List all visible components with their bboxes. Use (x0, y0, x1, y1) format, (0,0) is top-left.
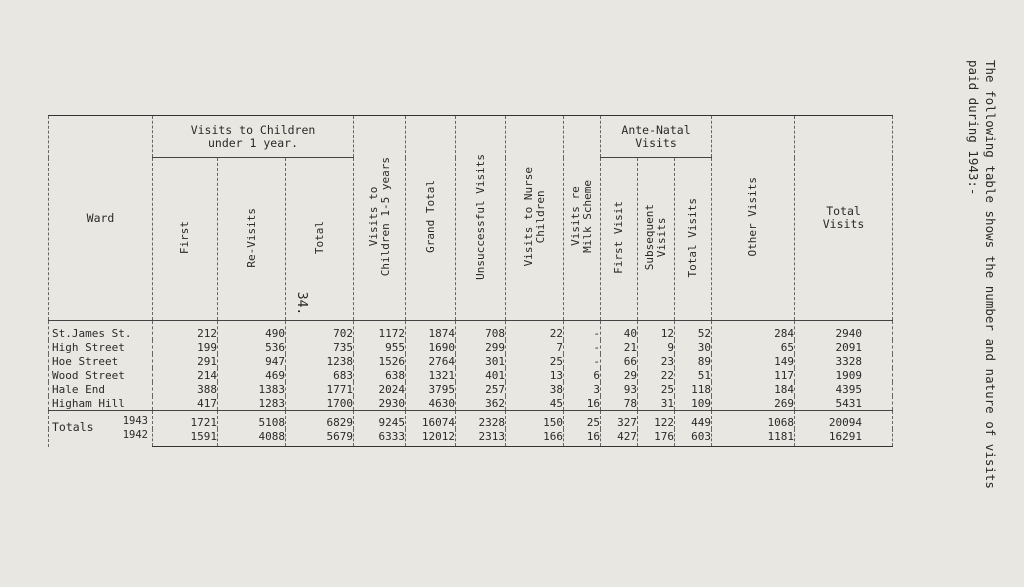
milk-cell: 16 (564, 396, 601, 411)
totals-label: Totals (52, 420, 94, 434)
header-revisits: Re-Visits (218, 158, 286, 321)
total-visits-cell: 3328 (795, 354, 893, 368)
header-group-children: Visits to Children under 1 year. (153, 116, 354, 158)
nurse-cell: 150 (506, 411, 564, 430)
children-1-5-cell: 9245 (354, 411, 406, 430)
header-an-first: First Visit (601, 158, 638, 321)
first-cell: 1721 (153, 411, 218, 430)
an-total-cell: 51 (675, 368, 712, 382)
first-cell: 199 (153, 340, 218, 354)
total-visits-cell: 2091 (795, 340, 893, 354)
an-subsequent-cell: 12 (638, 321, 675, 341)
revisits-cell: 4088 (218, 429, 286, 447)
heading-text (965, 60, 999, 560)
an-first-cell: 29 (601, 368, 638, 382)
table-row (49, 354, 893, 368)
an-first-cell: 93 (601, 382, 638, 396)
table-row (49, 321, 893, 341)
header-children-1-5: Visits to Children 1-5 years (354, 116, 406, 321)
ward-cell: Wood Street (49, 368, 153, 382)
other-cell: 149 (712, 354, 795, 368)
first-cell: 212 (153, 321, 218, 341)
nurse-cell: 7 (506, 340, 564, 354)
an-first-cell: 78 (601, 396, 638, 411)
revisits-cell: 469 (218, 368, 286, 382)
milk-cell: - (564, 340, 601, 354)
first-cell: 291 (153, 354, 218, 368)
an-subsequent-cell: 31 (638, 396, 675, 411)
visits-table (48, 115, 893, 447)
revisits-cell: 947 (218, 354, 286, 368)
revisits-cell: 1283 (218, 396, 286, 411)
an-total-cell: 603 (675, 429, 712, 447)
children-1-5-cell: 2930 (354, 396, 406, 411)
an-first-cell: 327 (601, 411, 638, 430)
unsuccessful-cell: 301 (456, 354, 506, 368)
an-first-cell: 66 (601, 354, 638, 368)
total-cell: 1771 (286, 382, 354, 396)
heading-line-2: paid during 1943:- (966, 60, 981, 196)
total-cell: 683 (286, 368, 354, 382)
milk-cell: 25 (564, 411, 601, 430)
unsuccessful-cell: 401 (456, 368, 506, 382)
an-total-cell: 109 (675, 396, 712, 411)
header-nurse-children: Visits to Nurse Children (506, 116, 564, 321)
total-visits-cell: 2940 (795, 321, 893, 341)
first-cell: 214 (153, 368, 218, 382)
an-subsequent-cell: 9 (638, 340, 675, 354)
header-total: Total (286, 158, 354, 321)
ward-cell: St.James St. (49, 321, 153, 341)
an-total-cell: 449 (675, 411, 712, 430)
ward-cell: High Street (49, 340, 153, 354)
an-total-cell: 118 (675, 382, 712, 396)
header-other-visits: Other Visits (712, 116, 795, 321)
total-visits-cell: 1909 (795, 368, 893, 382)
totals-year: 1943 (122, 415, 148, 427)
nurse-cell: 45 (506, 396, 564, 411)
unsuccessful-cell: 362 (456, 396, 506, 411)
heading-block (947, 60, 999, 560)
totals-row (49, 411, 893, 430)
header-ward: Ward (49, 116, 153, 321)
total-cell: 702 (286, 321, 354, 341)
an-first-cell: 21 (601, 340, 638, 354)
revisits-cell: 490 (218, 321, 286, 341)
milk-cell: - (564, 321, 601, 341)
nurse-cell: 166 (506, 429, 564, 447)
table-row (49, 340, 893, 354)
an-subsequent-cell: 22 (638, 368, 675, 382)
milk-cell: - (564, 354, 601, 368)
table-row (49, 396, 893, 411)
header-an-total: Total Visits (675, 158, 712, 321)
an-total-cell: 89 (675, 354, 712, 368)
ward-cell: Hale End (49, 382, 153, 396)
first-cell: 388 (153, 382, 218, 396)
header-grand-total: Grand Total (406, 116, 456, 321)
unsuccessful-cell: 2328 (456, 411, 506, 430)
total-visits-cell: 4395 (795, 382, 893, 396)
page-number: 34. (294, 291, 310, 316)
grand-total-cell: 16074 (406, 411, 456, 430)
ward-cell: Higham Hill (49, 396, 153, 411)
other-cell: 117 (712, 368, 795, 382)
totals-row (49, 429, 893, 447)
an-total-cell: 30 (675, 340, 712, 354)
nurse-cell: 25 (506, 354, 564, 368)
table-row (49, 382, 893, 396)
other-cell: 1181 (712, 429, 795, 447)
an-subsequent-cell: 176 (638, 429, 675, 447)
other-cell: 269 (712, 396, 795, 411)
ward-cell: Hoe Street (49, 354, 153, 368)
milk-cell: 16 (564, 429, 601, 447)
unsuccessful-cell: 257 (456, 382, 506, 396)
unsuccessful-cell: 2313 (456, 429, 506, 447)
grand-total-cell: 12012 (406, 429, 456, 447)
nurse-cell: 22 (506, 321, 564, 341)
grand-total-cell: 3795 (406, 382, 456, 396)
total-visits-cell: 16291 (795, 429, 893, 447)
an-first-cell: 427 (601, 429, 638, 447)
first-cell: 417 (153, 396, 218, 411)
totals-label-cell (49, 411, 153, 447)
an-subsequent-cell: 23 (638, 354, 675, 368)
other-cell: 65 (712, 340, 795, 354)
an-total-cell: 52 (675, 321, 712, 341)
first-cell: 1591 (153, 429, 218, 447)
milk-cell: 6 (564, 368, 601, 382)
an-subsequent-cell: 122 (638, 411, 675, 430)
grand-total-cell: 1874 (406, 321, 456, 341)
children-1-5-cell: 2024 (354, 382, 406, 396)
revisits-cell: 536 (218, 340, 286, 354)
heading-line-1: The following table shows the number and nature of visits (983, 60, 998, 489)
nurse-cell: 38 (506, 382, 564, 396)
header-an-subsequent: Subsequent Visits (638, 158, 675, 321)
grand-total-cell: 1690 (406, 340, 456, 354)
grand-total-cell: 4630 (406, 396, 456, 411)
total-visits-cell: 5431 (795, 396, 893, 411)
an-subsequent-cell: 25 (638, 382, 675, 396)
header-milk-scheme: Visits re Milk Scheme (564, 116, 601, 321)
total-cell: 1238 (286, 354, 354, 368)
header-total-visits: Total Visits (795, 116, 893, 321)
other-cell: 184 (712, 382, 795, 396)
nurse-cell: 13 (506, 368, 564, 382)
children-1-5-cell: 955 (354, 340, 406, 354)
total-visits-cell: 20094 (795, 411, 893, 430)
table-row (49, 368, 893, 382)
an-first-cell: 40 (601, 321, 638, 341)
header-group-antenatal: Ante-Natal Visits (601, 116, 712, 158)
totals-year: 1942 (122, 429, 148, 441)
total-cell: 5679 (286, 429, 354, 447)
unsuccessful-cell: 299 (456, 340, 506, 354)
total-cell: 1700 (286, 396, 354, 411)
children-1-5-cell: 1526 (354, 354, 406, 368)
grand-total-cell: 2764 (406, 354, 456, 368)
other-cell: 284 (712, 321, 795, 341)
children-1-5-cell: 638 (354, 368, 406, 382)
header-first: First (153, 158, 218, 321)
grand-total-cell: 1321 (406, 368, 456, 382)
milk-cell: 3 (564, 382, 601, 396)
unsuccessful-cell: 708 (456, 321, 506, 341)
header-unsuccessful: Unsuccessful Visits (456, 116, 506, 321)
other-cell: 1068 (712, 411, 795, 430)
revisits-cell: 5108 (218, 411, 286, 430)
children-1-5-cell: 6333 (354, 429, 406, 447)
total-cell: 735 (286, 340, 354, 354)
children-1-5-cell: 1172 (354, 321, 406, 341)
total-cell: 6829 (286, 411, 354, 430)
revisits-cell: 1383 (218, 382, 286, 396)
